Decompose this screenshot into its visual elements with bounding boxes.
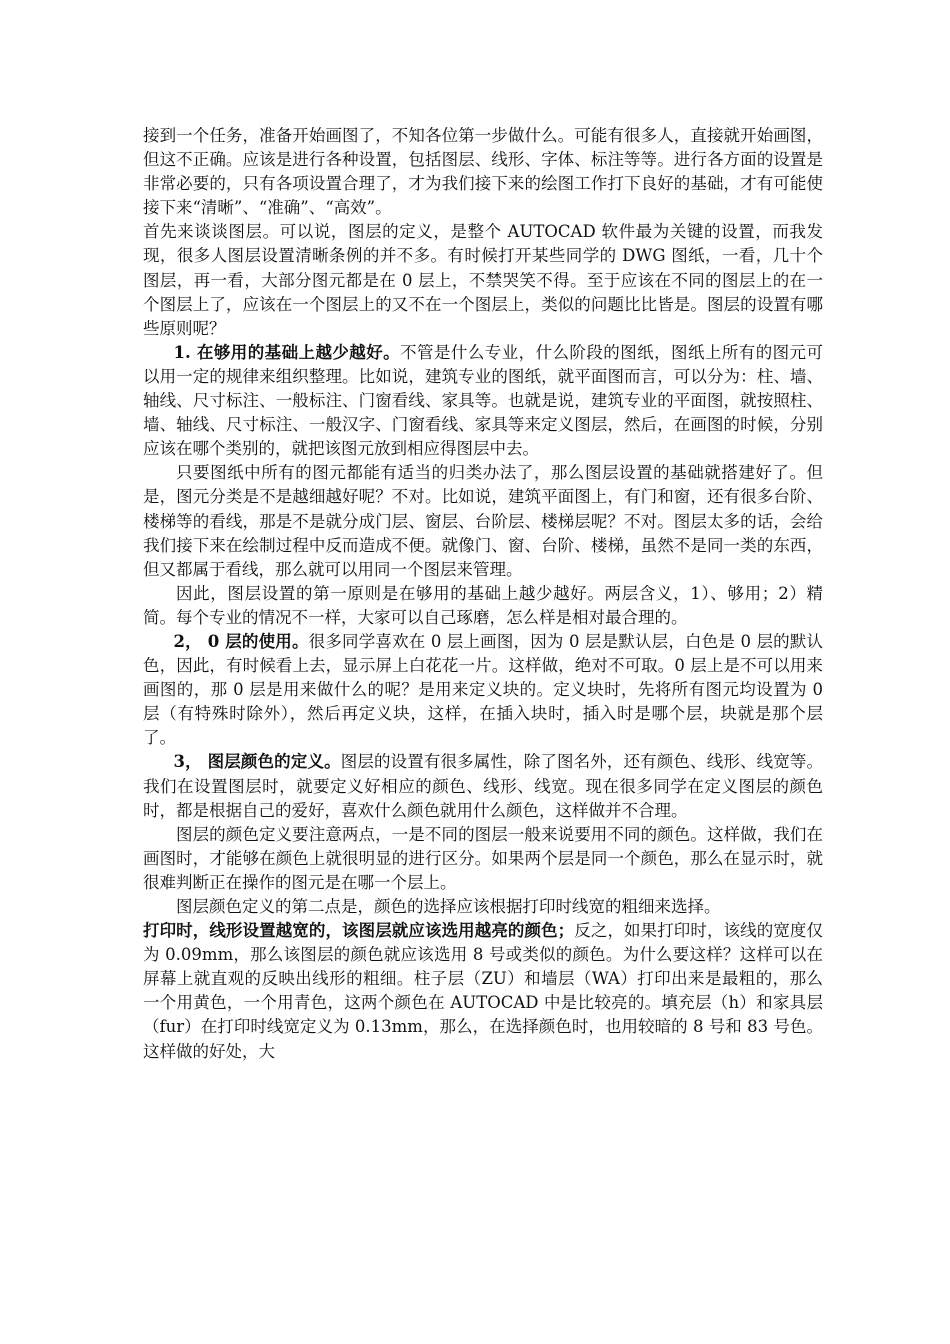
- text-principle-2: 很多同学喜欢在 0 层上画图，因为 0 层是默认层，白色是 0 层的默认色，因此，有时候看上去，显示屏上白花花一片。这样做，绝对不可取。0 层上是不可以用来画图的，那 0 层是用来做什么的呢？是用来定义块的。定义块时，先将所有图元均设置为 0 层（有特殊时除外），然后再定义块，这样，在插入块时，插入时是哪个层，块就是那个层了。: [143, 631, 824, 748]
- paragraph-classification: 只要图纸中所有的图元都能有适当的归类办法了，那么图层设置的基础就搭建好了。但是，图元分类是不是越细越好呢？不对。比如说，建筑平面图上，有门和窗，还有很多台阶、楼梯等的看线，那是不是就分成门层、窗层、台阶层、楼梯层呢？不对。图层太多的话，会给我们接下来在绘制过程中反而造成不便。就像门、窗、台阶、楼梯，虽然不是同一类的东西，但又都属于看线，那么就可以用同一个图层来管理。: [143, 463, 823, 579]
- emphasis-print-color: 打印时，线形设置越宽的，该图层就应该选用越亮的颜色；: [143, 921, 575, 941]
- heading-principle-1: 1. 在够用的基础上越少越好。: [173, 342, 401, 362]
- paragraph-principle-1: [143, 341, 823, 461]
- document-body: [143, 124, 823, 1064]
- paragraph-principle-2: [143, 630, 823, 750]
- paragraph-color-point-1: 图层的颜色定义要注意两点，一是不同的图层一般来说要用不同的颜色。这样做，我们在画图时，才能够在颜色上就很明显的进行区分。如果两个层是同一个颜色，那么在显示时，就很难判断正在操作的图元是在哪一个层上。: [143, 824, 823, 892]
- paragraph-first-principle-summary: 因此，图层设置的第一原则是在够用的基础上越少越好。两层含义，1）、够用；2）精简。每个专业的情况不一样，大家可以自己琢磨，怎么样是相对最合理的。: [143, 583, 823, 627]
- heading-principle-3: 3， 图层颜色的定义。: [173, 752, 341, 772]
- paragraph-principle-3: [143, 750, 823, 822]
- paragraph-print-color: [143, 919, 823, 1064]
- paragraph-intro: 接到一个任务，准备开始画图了，不知各位第一步做什么。可能有很多人，直接就开始画图，但这不正确。应该是进行各种设置，包括图层、线形、字体、标注等等。进行各方面的设置是非常必要的，只有各项设置合理了，才为我们接下来的绘图工作打下良好的基础，才有可能使接下来“清晰”、“准确”、“高效”。: [143, 126, 823, 218]
- heading-principle-2: 2， 0 层的使用。: [173, 631, 309, 651]
- text-print-color: 反之，如果打印时，该线的宽度仅为 0.09mm，那么该图层的颜色就应该选用 8 号或类似的颜色。为什么要这样？这样可以在屏幕上就直观的反映出线形的粗细。柱子层（ZU）和墙层（WA）打印出来是最粗的，那么一个用黄色，一个用青色，这两个颜色在 AUTOCAD 中是比较亮的。填充层（h）和家具层（fur）在打印时线宽定义为 0.13mm，那么，在选择颜色时，也用较暗的 8 号和 83 号色。这样做的好处，大: [143, 921, 824, 1061]
- paragraph-color-point-2: 图层颜色定义的第二点是，颜色的选择应该根据打印时线宽的粗细来选择。: [176, 897, 721, 916]
- text-principle-3: 图层的设置有很多属性，除了图名外，还有颜色、线形、线宽等。我们在设置图层时，就要定义好相应的颜色、线形、线宽。现在很多同学在定义图层的颜色时，都是根据自己的爱好，喜欢什么颜色就用什么颜色，这样做并不合理。: [143, 752, 824, 820]
- text-principle-1: 不管是什么专业，什么阶段的图纸，图纸上所有的图元可以用一定的规律来组织整理。比如说，建筑专业的图纸，就平面图而言，可以分为：柱、墙、轴线、尺寸标注、一般标注、门窗看线、家具等。也就是说，建筑专业的平面图，就按照柱、墙、轴线、尺寸标注、一般汉字、门窗看线、家具等来定义图层，然后，在画图的时候，分别应该在哪个类别的，就把该图元放到相应得图层中去。: [143, 342, 823, 459]
- paragraph-layers-intro: 首先来谈谈图层。可以说，图层的定义，是整个 AUTOCAD 软件最为关键的设置，而我发现，很多人图层设置清晰条例的并不多。有时候打开某些同学的 DWG 图纸，一看，几十个图层，再一看，大部分图元都是在 0 层上，不禁哭笑不得。至于应该在不同的图层上的在一个图层上了，应该在一个图层上的又不在一个图层上，类似的问题比比皆是。图层的设置有哪些原则呢？: [143, 222, 823, 338]
